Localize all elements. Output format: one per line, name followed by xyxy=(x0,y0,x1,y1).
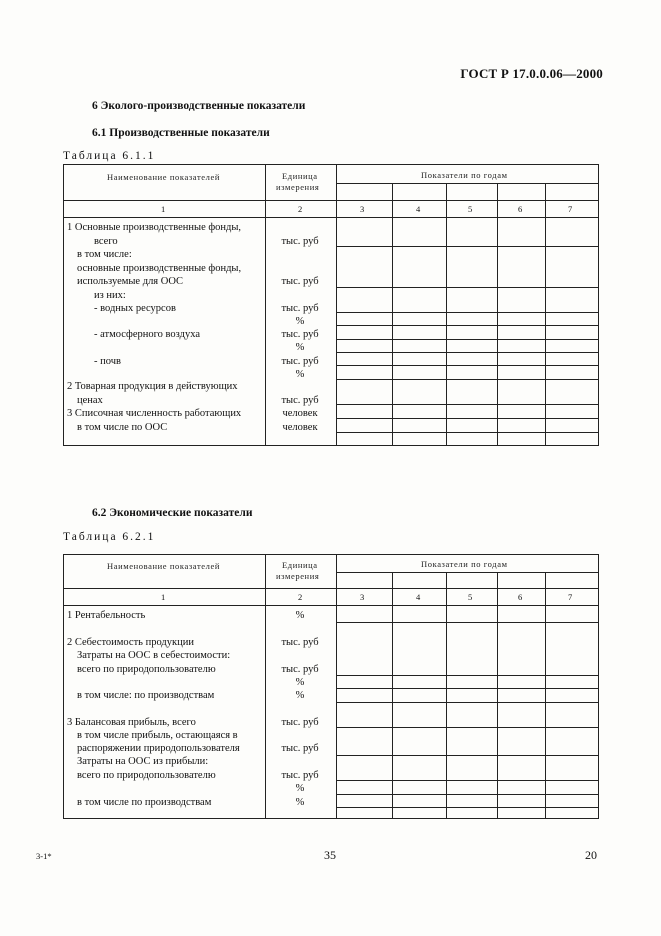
col-number: 3 xyxy=(360,592,365,602)
unit-cell: % xyxy=(295,797,305,808)
row-label: 1 Рентабельность xyxy=(67,610,146,621)
unit-cell: % xyxy=(295,342,305,353)
row-label: - почв xyxy=(94,356,121,367)
col-number: 6 xyxy=(518,204,523,214)
col-header-years: Показатели по годам xyxy=(421,559,508,569)
row-label: 3 Списочная численность работающих xyxy=(67,408,242,419)
unit-cell: человек xyxy=(282,422,318,433)
row-label: в том числе прибыль, остающаяся в xyxy=(77,730,238,741)
row-label: используемые для ООС xyxy=(77,276,184,287)
col-header-unit-line1: Единица xyxy=(282,171,318,181)
row-label: - атмосферного воздуха xyxy=(94,329,201,340)
row-label: всего по природопользователю xyxy=(77,770,216,781)
row-label: основные производственные фонды, xyxy=(77,263,242,274)
row-label: Затраты на ООС в себестоимости: xyxy=(77,650,231,661)
unit-cell: % xyxy=(295,610,305,621)
section-6-2-title: 6.2 Экономические показатели xyxy=(92,507,253,519)
row-label: из них: xyxy=(94,290,126,301)
standard-code: ГОСТ Р 17.0.0.06—2000 xyxy=(460,66,603,81)
col-header-name: Наименование показателей xyxy=(107,172,221,182)
row-label: в том числе: по производствам xyxy=(77,690,215,701)
col-number: 4 xyxy=(416,592,421,602)
unit-cell: % xyxy=(295,690,305,701)
footer-page-right: 20 xyxy=(585,848,597,862)
col-number: 2 xyxy=(298,592,303,602)
unit-cell: тыс. руб xyxy=(281,717,319,728)
col-header-unit-line2: измерения xyxy=(276,571,320,581)
table-6-1-1-caption: Таблица 6.1.1 xyxy=(63,150,156,162)
col-header-unit-line1: Единица xyxy=(282,560,318,570)
row-label: распоряжении природопользователя xyxy=(77,743,240,754)
row-label: 1 Основные производственные фонды, xyxy=(67,222,242,233)
table-6-2-1-caption: Таблица 6.2.1 xyxy=(63,531,156,543)
row-label: в том числе по ООС xyxy=(77,422,168,433)
row-label: 2 Себестоимость продукции xyxy=(67,637,194,648)
row-label: ценах xyxy=(77,395,103,406)
col-number: 1 xyxy=(161,204,166,214)
unit-cell: человек xyxy=(282,408,318,419)
unit-cell: тыс. руб xyxy=(281,303,319,314)
col-number: 4 xyxy=(416,204,421,214)
unit-cell: тыс. руб xyxy=(281,770,319,781)
row-label: 3 Балансовая прибыль, всего xyxy=(67,717,196,728)
unit-cell: тыс. руб xyxy=(281,276,319,287)
col-header-years: Показатели по годам xyxy=(421,170,508,180)
row-label: в том числе по производствам xyxy=(77,797,212,808)
unit-cell: тыс. руб xyxy=(281,637,319,648)
col-number: 5 xyxy=(468,204,473,214)
footer-sheet-mark: 3-1* xyxy=(36,851,52,861)
unit-cell: тыс. руб xyxy=(281,743,319,754)
row-label: всего по природопользователю xyxy=(77,664,216,675)
table-6-1-1 xyxy=(63,164,599,446)
col-number: 1 xyxy=(161,592,166,602)
col-number: 7 xyxy=(568,592,573,602)
unit-cell: % xyxy=(295,316,305,327)
table-6-2-1 xyxy=(63,554,599,819)
col-header-unit-line2: измерения xyxy=(276,182,320,192)
unit-cell: % xyxy=(295,783,305,794)
col-number: 2 xyxy=(298,204,303,214)
col-number: 6 xyxy=(518,592,523,602)
col-number: 5 xyxy=(468,592,473,602)
col-number: 7 xyxy=(568,204,573,214)
unit-cell: % xyxy=(295,677,305,688)
unit-cell: тыс. руб xyxy=(281,236,319,247)
unit-cell: тыс. руб xyxy=(281,664,319,675)
col-number: 3 xyxy=(360,204,365,214)
row-label: Затраты на ООС из прибыли: xyxy=(77,756,209,767)
row-label: 2 Товарная продукция в действующих xyxy=(67,381,238,392)
row-label: - водных ресурсов xyxy=(94,303,176,314)
row-label: в том числе: xyxy=(77,249,132,260)
section-6-1-title: 6.1 Производственные показатели xyxy=(92,127,270,139)
col-header-name: Наименование показателей xyxy=(107,561,221,571)
unit-cell: тыс. руб xyxy=(281,329,319,340)
section-6-title: 6 Эколого-производственные показатели xyxy=(92,100,306,112)
unit-cell: % xyxy=(295,369,305,380)
footer-page-center: 35 xyxy=(324,848,336,862)
row-label: всего xyxy=(94,236,118,247)
unit-cell: тыс. руб xyxy=(281,356,319,367)
unit-cell: тыс. руб xyxy=(281,395,319,406)
